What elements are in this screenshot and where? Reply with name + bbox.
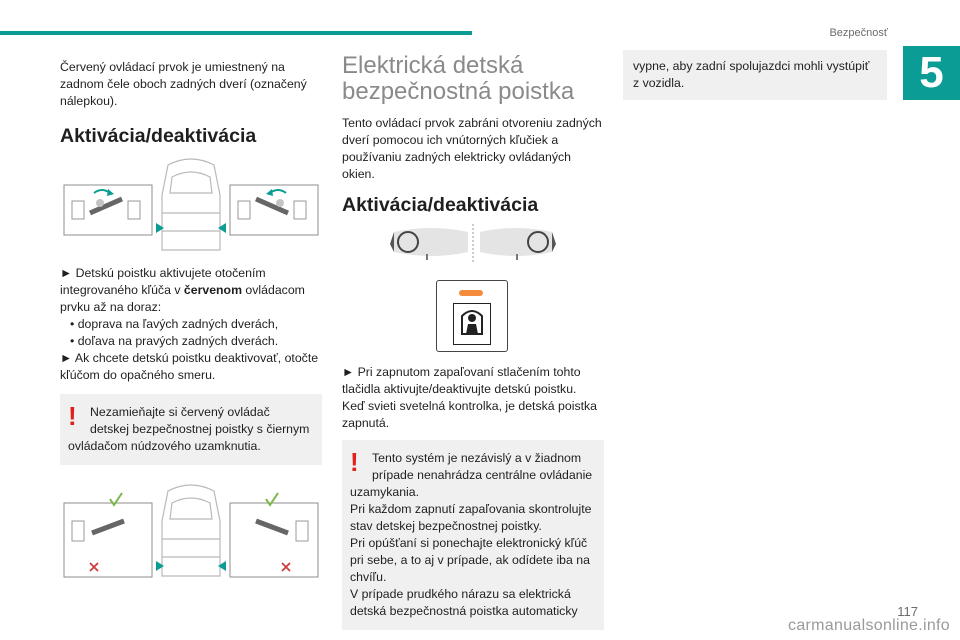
warning-exclamation-icon: ! [68,401,77,431]
col2-warning-4: V prípade prudkého nárazu sa elektrická detská bezpečnostná poistka automaticky [350,587,578,618]
car-door-check-illustration [60,481,322,581]
child-lock-diagram-top [60,155,322,255]
col2-warning-3: Pri opúšťaní si ponechajte elektronický kľúč pri sebe, a to aj v prípade, ak odídete iba na chvíľu. [350,536,590,584]
col2-heading: Aktivácia/deaktivácia [342,194,539,216]
col2-intro: Tento ovládací prvok zabráni otvoreniu zadných dverí pomocou ich vnútorných kľučiek a používaniu zadných elektricky ovládaných okien. [342,116,602,181]
col1-step1 [60,265,322,316]
col2-warning-first: Tento systém je nezávislý a v žiadnom prípade nenahrádza centrálne ovládanie [372,451,593,482]
child-lock-icon [453,303,491,345]
col3-warning-continued: vypne, aby zadní spolujazdci mohli vystúpiť z vozidla. [623,50,887,100]
col1-step2: ► Ak chcete detskú poistku deaktivovať, otočte kľúčom do opačného smeru. [60,351,319,382]
chapter-number-tab: 5 [903,46,960,100]
col1-bullet-2: • doľava na pravých zadných dverách. [70,334,279,348]
col1-step1-text-a: ► Detskú poistku aktivujete otočením integrovaného kľúča v [60,266,266,297]
section-title: Bezpečnosť [829,27,888,39]
indicator-light [459,290,483,296]
col2-step1: ► Pri zapnutom zapaľovaní stlačením tohto tlačidla aktivujte/deaktivujte detskú poistku. [342,365,581,396]
col2-title: Elektrická detská bezpečnostná poistka [342,52,575,105]
col1-warning-box [60,394,322,465]
col1-step1-bold: červenom [183,283,243,297]
page-number: 117 [897,604,918,619]
child-lock-button[interactable] [436,280,508,352]
child-lock-diagram-bottom [60,481,322,581]
watermark-text: carmanualsonline.info [788,617,950,634]
col2-warning-2: Pri každom zapnutí zapaľovania skontrolujte stav detskej bezpečnostnej poistky. [350,502,592,533]
dashboard-illustration [342,224,604,270]
col1-warning-rest: ovládačom núdzového uzamknutia. [68,439,261,453]
warning-exclamation-icon: ! [350,447,359,477]
column-2 [342,53,604,630]
col2-warning-box [342,440,604,630]
col1-bullet-1: • doprava na ľavých zadných dverách, [70,317,279,331]
col2-step2: Keď svieti svetelná kontrolka, je detská poistka zapnutá. [342,399,597,430]
header-accent-bar [0,31,472,35]
col1-step1-text-b: ovládacom prvku až na doraz: [60,283,305,314]
col1-heading: Aktivácia/deaktivácia [60,125,257,147]
car-door-illustration [60,155,322,255]
col1-intro: Červený ovládací prvok je umiestnený na zadnom čele oboch zadných dverí (označený nálepkou). [60,60,307,108]
steering-wheels-illustration [342,224,604,270]
column-1 [60,59,322,581]
col1-warning-first: Nezamieňajte si červený ovládač detskej bezpečnostnej poistky s čiernym [90,405,310,436]
column-3 [623,50,887,100]
col2-warning-rest: uzamykania. [350,485,420,499]
